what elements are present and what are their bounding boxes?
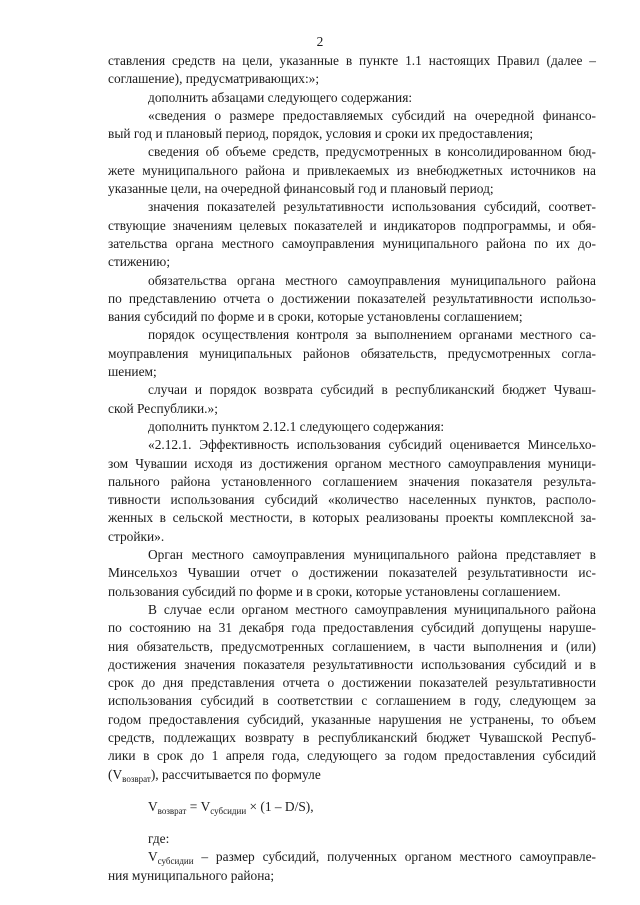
text-line: стижению; <box>108 254 171 270</box>
text-line: ствующие значениям целевых показателей и индикаторов подпрограммы, и обя- <box>108 217 596 233</box>
where-label: где: <box>148 831 170 847</box>
text-line: пользования субсидий по форме и в сроки, которые установлены соглашением. <box>108 583 561 599</box>
text-line: указанные цели, на очередной финансовый год и плановый период; <box>108 181 494 197</box>
text-line: срок до дня представления отчета о достижении показателей результативности <box>108 675 596 691</box>
text-line: зательства органа местного самоуправления муниципального района по их до- <box>108 235 596 251</box>
text-line: ской Республики.»; <box>108 400 218 416</box>
text-line: случаи и порядок возврата субсидий в республиканский бюджет Чуваш- <box>148 382 596 398</box>
text-line: дополнить пунктом 2.12.1 следующего содержания: <box>148 418 445 434</box>
text-line: по представлению отчета о достижении показателей результативности использо- <box>108 290 596 306</box>
definition-line: $V_{субсидии}$ – размер субсидий, полученных органом местного самоуправле- <box>148 849 596 867</box>
text-line: тивности использования субсидий «количество населенных пунктов, располо- <box>108 492 596 508</box>
text-line: «2.12.1. Эффективность использования субсидий оценивается Минсельхо- <box>148 437 596 453</box>
document-body <box>108 52 596 885</box>
text-line: «сведения о размере предоставляемых субсидий на очередной финансо- <box>148 107 596 123</box>
text-line: годом предоставления субсидий, указанные нарушения не устранены, то объем <box>108 711 596 727</box>
text-line: пального района установленного соглашением значения показателя результа- <box>108 473 596 489</box>
text-line: порядок осуществления контроля за выполнением органами местного са- <box>148 327 596 343</box>
text-line: Орган местного самоуправления муниципального района представляет в <box>148 547 596 563</box>
text-line: женных в сельской местности, в которых реализованы проекты комплексной за- <box>108 510 596 526</box>
text-line: средств, подлежащих возврату в республиканский бюджет Чувашской Респуб- <box>108 729 596 745</box>
text-line: по состоянию на 31 декабря года предоставления субсидий допущены наруше- <box>108 620 596 636</box>
text-line: значения показателей результативности использования субсидий, соответ- <box>148 199 596 215</box>
text-line: ния обязательств, предусмотренных соглашением, в части выполнения и (или) <box>108 638 596 654</box>
text-line: моуправления муниципальных районов обязательств, предусмотренных согла- <box>108 345 596 361</box>
text-line: зом Чувашии исходя из достижения органом местного самоуправления муници- <box>108 455 596 471</box>
paragraph-lines <box>108 52 596 766</box>
return-volume-line: $(V_{возврат})$, рассчитывается по формуле <box>108 766 321 784</box>
text-line: жете муниципального района и привлекаемых из внебюджетных источников на <box>108 162 596 178</box>
text-line: лики в срок до 1 апреля года, следующего за годом предоставления субсидий <box>108 748 596 764</box>
text-line: соглашение), предусматривающих:»; <box>108 71 320 87</box>
text-line: сведения об объеме средств, предусмотренных в консолидированном бюд- <box>148 144 596 160</box>
text-line: В случае если органом местного самоуправления муниципального района <box>148 601 596 617</box>
definition-line-end: ния муниципального района; <box>108 867 275 883</box>
text-line: обязательства органа местного самоуправления муниципального района <box>148 272 596 288</box>
text-line: вый год и плановый период, порядок, условия и сроки их предоставления; <box>108 126 534 142</box>
text-line: использования субсидий в соответствии с соглашением в году, следующем за <box>108 693 596 709</box>
page-number: 2 <box>316 34 324 49</box>
text-line: ставления средств на цели, указанные в пункте 1.1 настоящих Правил (далее – <box>108 53 596 68</box>
text-line: стройки». <box>108 528 165 544</box>
text-line: шением; <box>108 364 157 380</box>
formula: $V_{возврат} = V_{субсидии} \times (1 - D/S)$, <box>148 798 314 816</box>
text-line: Минсельхоз Чувашии отчет о достижении показателей результативности ис- <box>108 565 596 581</box>
text-line: вания субсидий по форме и в сроки, которые установлены соглашением; <box>108 309 523 325</box>
text-line: дополнить абзацами следующего содержания: <box>148 89 413 105</box>
text-line: достижения значения показателя результативности использования субсидий и в <box>108 656 596 672</box>
